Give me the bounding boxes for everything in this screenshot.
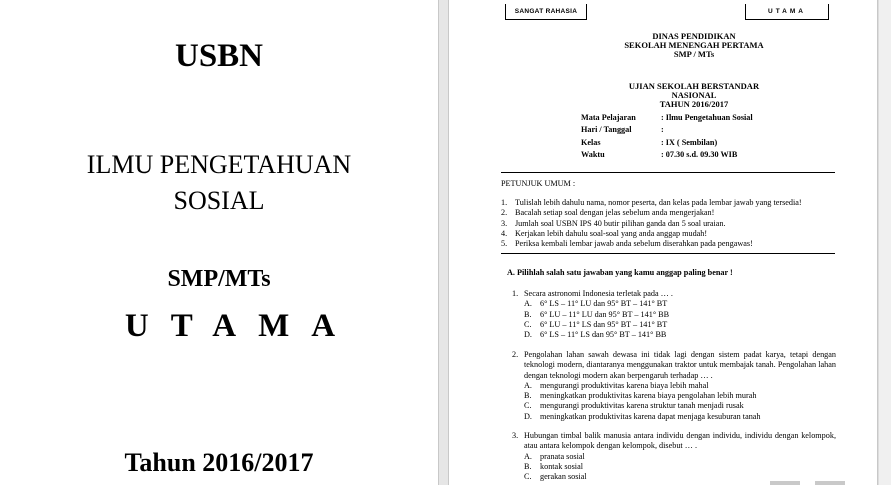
agency-line: SMP / MTs	[673, 49, 715, 59]
divider	[501, 253, 835, 254]
vertical-scrollbar[interactable]	[878, 0, 891, 485]
option	[512, 401, 836, 411]
option-letter: A.	[524, 380, 532, 390]
identity-value: :	[661, 125, 664, 135]
option-text: mengurangi produktivitas karena biaya lebih mahal	[540, 380, 709, 390]
question-stem: Hubungan timbal balik manusia antara individu dengan individu, individu dengan kelompok, atau antara kelompok dengan kelompok, disebut … .	[524, 431, 836, 451]
instruction-number: 2.	[501, 208, 508, 218]
instruction-text: Jumlah soal USBN IPS 40 butir pilihan ganda dan 5 soal uraian.	[515, 218, 726, 228]
instruction-number: 4.	[501, 228, 508, 238]
option-text: 6° LS – 11° LU dan 95° BT – 141° BT	[540, 299, 668, 309]
instruction-text: Periksa kembali lembar jawab anda sebelum diserahkan pada pengawas!	[515, 239, 753, 249]
instruction-item	[501, 198, 802, 208]
exam-title-line: UJIAN SEKOLAH BERSTANDAR NASIONAL	[628, 81, 760, 100]
exam-header	[609, 82, 779, 109]
section-a-heading: A. Pilihlah salah satu jawaban yang kamu anggap paling benar !	[507, 268, 733, 277]
option-letter: C.	[524, 401, 532, 411]
instruction-item	[501, 239, 802, 249]
option-text: mengurangi produktivitas karena struktur tanah menjadi rusak	[540, 401, 744, 411]
instruction-item	[501, 208, 802, 218]
option-text: meningkatkan produktivitas karena dapat menjaga kesuburan tanah	[540, 411, 761, 421]
option-letter: C.	[524, 472, 532, 482]
option-letter: C.	[524, 319, 532, 329]
option-text: kontak sosial	[540, 461, 583, 471]
confidential-box: SANGAT RAHASIA	[505, 4, 587, 20]
question-number: 3.	[512, 431, 519, 440]
identity-label: Mata Pelajaran	[581, 113, 636, 122]
option	[512, 412, 836, 422]
instruction-number: 3.	[501, 218, 508, 228]
instruction-text: Tulislah lebih dahulu nama, nomor peserta, dan kelas pada lembar jawab yang tersedia!	[515, 198, 802, 207]
cover-subject-line1: ILMU PENGETAHUAN	[86, 150, 352, 179]
identity-row	[581, 124, 753, 136]
cover-school: SMP/MTs	[167, 266, 271, 292]
instruction-number: 5.	[501, 239, 508, 249]
identity-block	[581, 112, 753, 162]
cover-subject-line2: SOSIAL	[173, 186, 265, 215]
option-text: 6° LS – 11° LS dan 95° BT – 141° BB	[540, 330, 667, 340]
agency-line: SEKOLAH MENENGAH PERTAMA	[624, 40, 764, 50]
identity-value: : 07.30 s.d. 09.30 WIB	[661, 150, 738, 160]
question-number: 1.	[512, 289, 519, 298]
option-letter: B.	[524, 309, 532, 319]
cover-type: UTAMA	[124, 308, 358, 344]
instruction-item	[501, 219, 802, 229]
identity-label: Waktu	[581, 150, 605, 160]
option-letter: B.	[524, 391, 532, 401]
option-letter: D.	[524, 411, 532, 421]
identity-label: Hari / Tanggal	[581, 125, 632, 135]
option-letter: A.	[524, 299, 532, 309]
option-text: pranata sosial	[540, 451, 585, 461]
instruction-text: Kerjakan lebih dahulu soal-soal yang anda anggap mudah!	[515, 228, 708, 238]
option-text: 6° LU – 11° LS dan 95° BT – 141° BT	[540, 319, 668, 329]
instruction-text: Bacalah setiap soal dengan jelas sebelum anda mengerjakan!	[515, 208, 715, 218]
cover-subject	[0, 147, 438, 219]
agency-header	[609, 32, 779, 59]
question-number: 2.	[512, 350, 519, 359]
option	[512, 462, 836, 472]
identity-value: : IX ( Sembilan)	[661, 137, 718, 147]
divider	[501, 172, 835, 173]
option-text: meningkatkan produktivitas karena biaya pengolahan lebih murah	[540, 391, 757, 401]
identity-label: Kelas	[581, 137, 601, 147]
instruction-item	[501, 229, 802, 239]
agency-line: DINAS PENDIDIKAN	[652, 31, 736, 41]
identity-row	[581, 137, 753, 149]
option-letter: A.	[524, 451, 532, 461]
question-stem: Pengolahan lahan sawah dewasa ini tidak lagi dengan sistem padat karya, tetapi dengan teknologi modern, diantaranya menggunakan traktor untuk membajak tanah. Pengolahan lahan dengan teknologi modern akan berpengaruh terhadap … .	[524, 350, 836, 380]
exam-page[interactable]	[449, 0, 877, 485]
exam-title-line: TAHUN 2016/2017	[659, 99, 729, 109]
option	[512, 320, 836, 330]
cover-year: Tahun 2016/2017	[124, 448, 314, 477]
instructions-list	[501, 198, 802, 249]
option	[512, 330, 836, 340]
option	[512, 381, 836, 391]
scroll-thumb[interactable]	[770, 481, 800, 485]
identity-row	[581, 149, 753, 161]
option	[512, 391, 836, 401]
scroll-thumb[interactable]	[815, 481, 845, 485]
main-version-box: UTAMA	[745, 4, 829, 20]
cover-exam-title: USBN	[174, 38, 264, 74]
instructions-title: PETUNJUK UMUM :	[501, 179, 576, 188]
question-3	[512, 431, 836, 482]
cover-page[interactable]	[0, 0, 438, 485]
question-2	[512, 350, 836, 422]
option	[512, 452, 836, 462]
option-text: 6° LU – 11° LU dan 95° BT – 141° BB	[540, 309, 670, 319]
option-letter: D.	[524, 330, 532, 340]
option-letter: B.	[524, 461, 532, 471]
instruction-number: 1.	[501, 198, 508, 207]
question-1	[512, 289, 836, 340]
identity-value: : Ilmu Pengetahuan Sosial	[661, 113, 753, 122]
question-stem: Secara astronomi Indonesia terletak pada … .	[524, 289, 673, 298]
option-text: gerakan sosial	[540, 472, 587, 482]
identity-row	[581, 112, 753, 124]
option	[512, 299, 836, 309]
option	[512, 310, 836, 320]
